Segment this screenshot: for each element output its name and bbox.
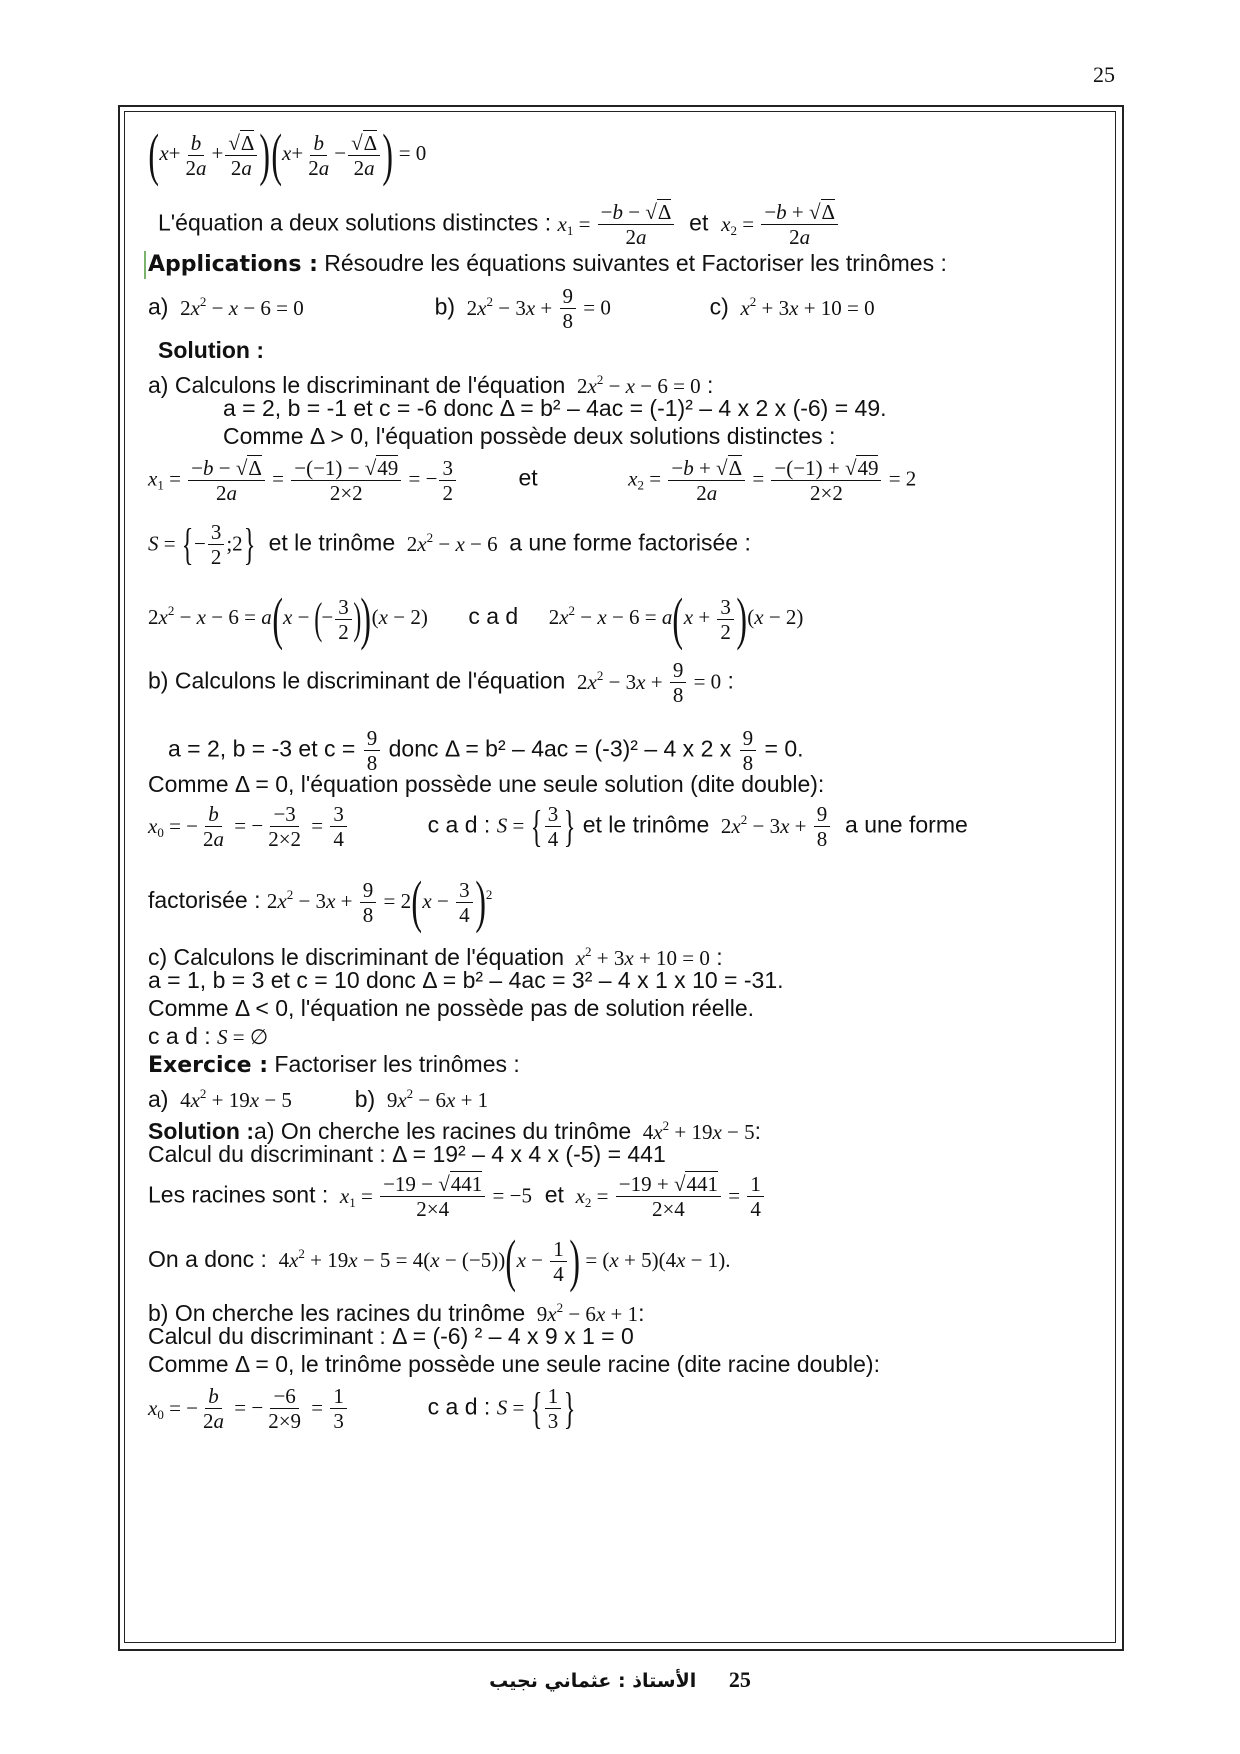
exercice-trinomials: a) $4x^2 + 19x - 5$ b) $9x^2 - 6x + 1$: [148, 1086, 489, 1112]
solution2-line1: Solution :a) On cherche les racines du trinôme $4x^2 + 19x - 5$:: [148, 1118, 762, 1144]
part-b-root: $x_0$ = − $\frac{b}{2a}$ = − $\frac{-3}{2\times 2}$ = $\frac{3}{4}$ c a d : S = { $\frac{3}{4}$ } et le trinôme $2x^2 - 3x$ + $\frac{9}{8}$ a une forme: [148, 801, 968, 851]
label-a: a): [148, 293, 169, 320]
part-b-delta: donc Δ = b² – 4ac = (-3)² – 4 x 2 x: [388, 735, 732, 762]
part-b-line3: Comme Δ = 0, l'équation possède une seule solution (dite double):: [148, 771, 825, 797]
document-body: [148, 118, 1098, 1638]
part-c-line3: Comme Δ < 0, l'équation ne possède pas de solution réelle.: [148, 995, 754, 1021]
margin-mark: [144, 251, 146, 279]
solution2-b-comme: Comme Δ = 0, le trinôme possède une seule racine (dite racine double):: [148, 1351, 880, 1377]
solution-label: Solution :: [158, 337, 265, 363]
solution2-b-root: $x_0$ = − $\frac{b}{2a}$ = − $\frac{-6}{2\times 9}$ = $\frac{1}{3}$ c a d : S = { $\frac{1}{3}$ }: [148, 1383, 576, 1433]
label-b: b): [434, 293, 456, 320]
part-c-line4: c a d : S = ∅: [148, 1023, 269, 1049]
solution2-b-line1: b) On cherche les racines du trinôme $9x^2 - 6x + 1$:: [148, 1300, 645, 1326]
cad-text: c a d :: [427, 1393, 491, 1420]
et-text: et: [544, 1181, 564, 1208]
solution2-b-text: b) On cherche les racines du trinôme: [148, 1300, 526, 1326]
trinome-text: et le trinôme: [582, 811, 710, 838]
applications-title: Applications :: [148, 252, 318, 277]
part-b-line2: a = 2, b = -3 et c = $\frac{9}{8}$ donc Δ = b² – 4ac = (-3)² – 4 x 2 x $\frac{9}{8}$ = 0.: [168, 726, 804, 775]
part-b-result: = 0.: [764, 735, 804, 762]
exercice-text: Factoriser les trinômes :: [274, 1051, 520, 1077]
cad-text: c a d :: [148, 1023, 211, 1049]
solution2-b-calc: Calcul du discriminant : Δ = (-6) ² – 4 x 9 x 1 = 0: [148, 1323, 634, 1349]
part-b-line1: b) Calculons le discriminant de l'équation $2x^2 - 3x$ + $\frac{9}{8}$ = 0 :: [148, 658, 734, 707]
solution2-roots: Les racines sont : $x_1$ = $\frac{-19 - √441}{2\times 4}$ = −5 et $x_2$ = $\frac{-19 + √441}{2\times 4}$ = $\frac{1}{4}$: [148, 1172, 766, 1221]
et-text: et: [689, 209, 709, 236]
footer-author: الأستاذ : عثماني نجيب: [489, 1670, 697, 1692]
solution2-factorisation: On a donc : $4x^2 + 19x - 5 = 4(x - (-5))(x$ − $\frac{1}{4}$ ) = (x + 5)(4x − 1).: [148, 1228, 731, 1293]
part-a-line2: a = 2, b = -1 et c = -6 donc Δ = b² – 4ac = (-1)² – 4 x 2 x (-6) = 49.: [223, 395, 887, 421]
label-c: c): [709, 293, 729, 320]
part-a-factorisation: $2x^2 - x - 6 = a(x$ − (− $\frac{3}{2}$ ))(x − 2) c a d $2x^2 - x - 6 = a(x$ + $\frac{3}{2}$ )(x − 2): [148, 586, 804, 651]
part-b-text: b) Calculons le discriminant de l'équation: [148, 667, 566, 694]
applications-text: Résoudre les équations suivantes et Factoriser les trinômes :: [324, 250, 947, 276]
part-c-text: c) Calculons le discriminant de l'équation: [148, 944, 565, 970]
part-a-text: a) Calculons le discriminant de l'équation: [148, 372, 566, 398]
part-c-line1: c) Calculons le discriminant de l'équation $x^2 + 3x + 10 = 0$ :: [148, 944, 723, 970]
footer: [0, 1667, 1240, 1693]
solution2-title: Solution :: [148, 1118, 255, 1144]
forme-text: a une forme: [845, 811, 968, 838]
footer-page-number: 25: [728, 1667, 751, 1692]
solution2-a-text: a) On cherche les racines du trinôme: [254, 1118, 632, 1144]
page-number: 25: [1093, 62, 1115, 87]
racines-text: Les racines sont :: [148, 1181, 329, 1208]
cad-text: c a d :: [427, 811, 491, 838]
et-text: et: [518, 464, 538, 491]
two-solutions-text: L'équation a deux solutions distinctes :: [158, 209, 552, 236]
trinome-text: et le trinôme: [268, 529, 396, 556]
donc-text: On a donc :: [148, 1246, 267, 1273]
exercice-title: Exercice :: [148, 1053, 268, 1078]
factored-equation: (x+ $\frac{b}{2a}$ + $\frac{√\Delta}{2a}$ )(x+ $\frac{b}{2a}$ − $\frac{√\Delta}{2a}$ ) = 0: [148, 122, 427, 187]
applications-line: [148, 249, 947, 279]
part-c-line2: a = 1, b = 3 et c = 10 donc Δ = b² – 4ac = 3² – 4 x 1 x 10 = -31.: [148, 967, 784, 993]
part-b-coeffs: a = 2, b = -3 et c =: [168, 735, 356, 762]
factorisee-text: factorisée :: [148, 887, 261, 914]
cad-text: c a d: [468, 602, 519, 629]
part-a-roots: $x_1$ = $\frac{-b - √\Delta}{2a}$ = $\frac{-(-1) - √49}{2\times 2}$ = − $\frac{3}{2}$ et $x_2$ = $\frac{-b + √\Delta}{2a}$ = $\frac{-(-1) + √49}{2\times 2}$ = 2: [148, 456, 917, 505]
part-b-factorisation: factorisée : $2x^2 - 3x$ + $\frac{9}{8}$ = 2(x − $\frac{3}{4}$ )$^2$: [148, 869, 493, 934]
forme-text: a une forme factorisée :: [509, 529, 751, 556]
part-a-solution-set: S = {− $\frac{3}{2}$ ;2} et le trinôme $2x^2 - x - 6$ a une forme factorisée :: [148, 519, 751, 569]
exercice-line: [148, 1050, 520, 1080]
part-a-line1: a) Calculons le discriminant de l'équation $2x^2 - x - 6 = 0$ :: [148, 372, 714, 398]
two-solutions-line: L'équation a deux solutions distinctes : $x_1$ = $\frac{-b - √\Delta}{2a}$ et $x_2$ = $\frac{-b + √\Delta}{2a}$: [158, 200, 840, 249]
part-a-line3: Comme Δ > 0, l'équation possède deux solutions distinctes :: [223, 423, 836, 449]
applications-equations: a) $2x^2 - x - 6 = 0$ b) $2x^2 - 3x$ + $\frac{9}{8}$ = 0 c) $x^2 + 3x + 10 = 0$: [148, 284, 875, 333]
solution2-calc: Calcul du discriminant : Δ = 19² – 4 x 4 x (-5) = 441: [148, 1141, 666, 1167]
equals-zero: = 0: [398, 140, 427, 165]
label-b: b): [354, 1086, 376, 1112]
label-a: a): [148, 1086, 169, 1112]
